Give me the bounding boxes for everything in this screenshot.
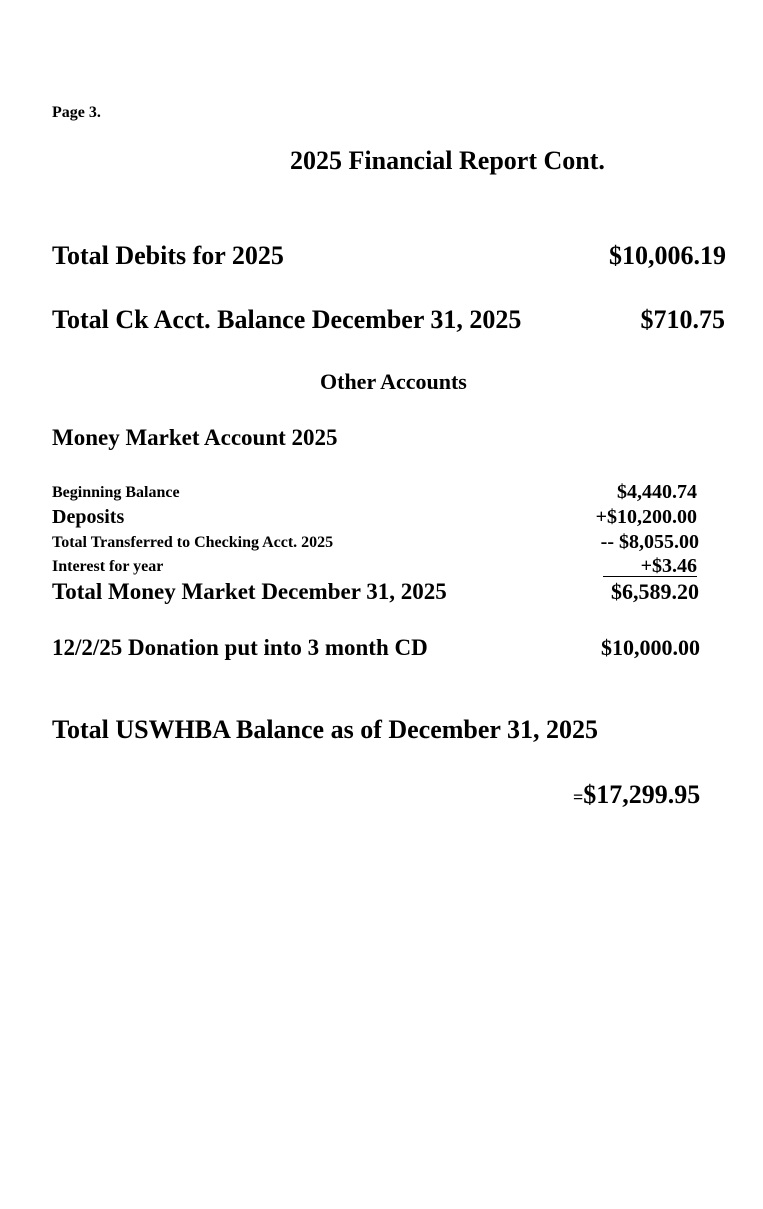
page-number: Page 3. [52, 104, 101, 121]
interest-label: Interest for year [52, 558, 164, 575]
deposits-value: +$10,200.00 [595, 506, 697, 528]
grand-total-prefix: = [573, 787, 584, 807]
money-market-heading: Money Market Account 2025 [52, 425, 338, 450]
grand-total-label: Total USWHBA Balance as of December 31, 2025 [52, 715, 598, 744]
total-debits-value: $10,006.19 [609, 241, 726, 270]
money-market-total-label: Total Money Market December 31, 2025 [52, 579, 447, 604]
other-accounts-heading: Other Accounts [320, 369, 467, 394]
beginning-balance-label: Beginning Balance [52, 484, 180, 501]
cd-donation-value: $10,000.00 [601, 635, 700, 660]
beginning-balance-value: $4,440.74 [617, 481, 697, 503]
page-title: 2025 Financial Report Cont. [290, 146, 605, 175]
transferred-value: -- $8,055.00 [600, 531, 699, 553]
cd-donation-label: 12/2/25 Donation put into 3 month CD [52, 635, 428, 660]
checking-balance-label: Total Ck Acct. Balance December 31, 2025 [52, 305, 522, 334]
money-market-total-value: $6,589.20 [611, 579, 699, 604]
grand-total-amount: $17,299.95 [583, 780, 701, 809]
transferred-label: Total Transferred to Checking Acct. 2025 [52, 534, 334, 551]
checking-balance-value: $710.75 [640, 305, 725, 334]
deposits-label: Deposits [52, 506, 125, 528]
interest-value: +$3.46 [603, 556, 697, 577]
total-debits-label: Total Debits for 2025 [52, 241, 284, 270]
grand-total-value [573, 780, 700, 810]
